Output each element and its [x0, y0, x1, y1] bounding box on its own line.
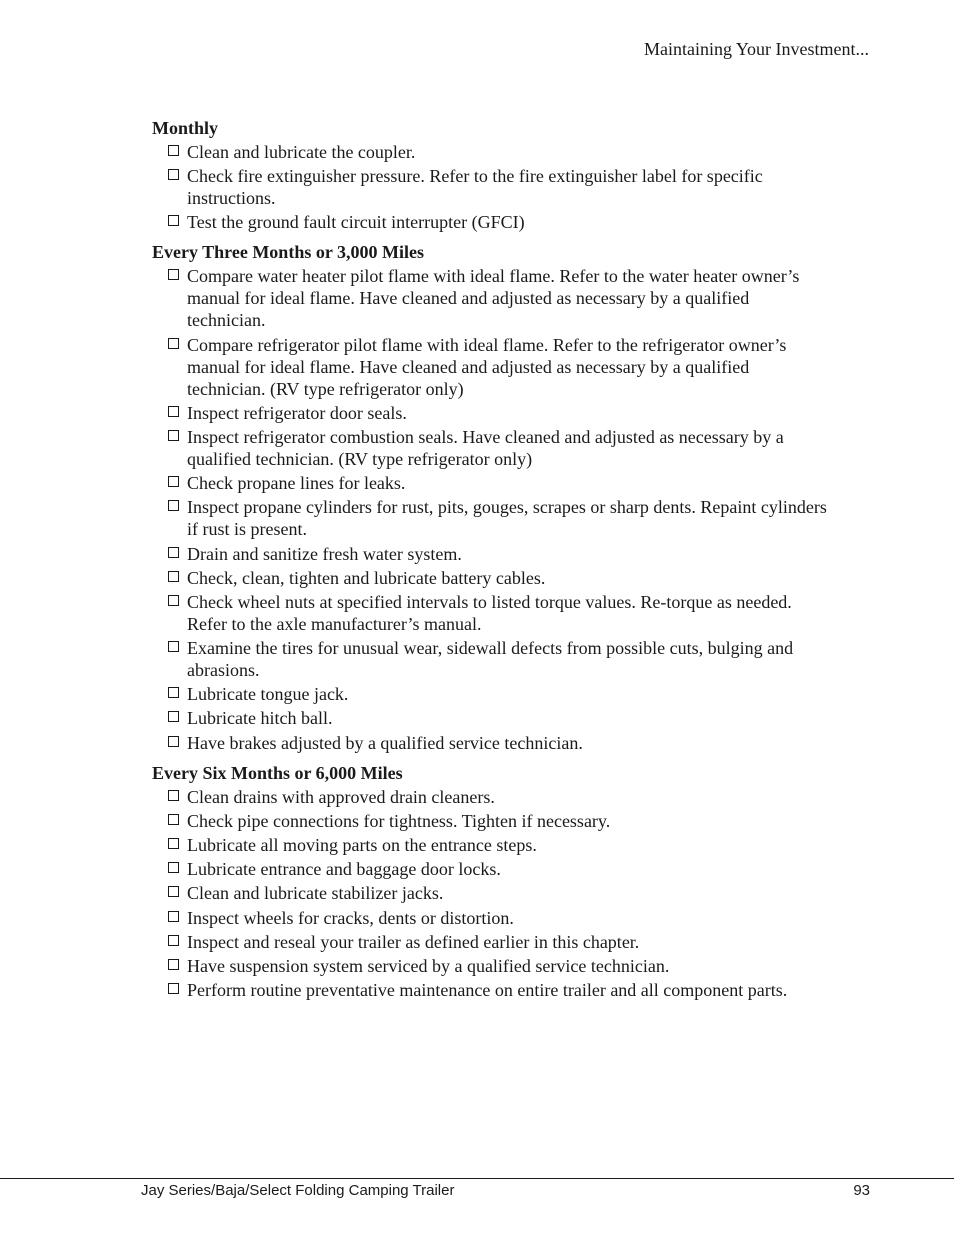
section-every-six-months	[152, 762, 832, 1002]
checklist-item-text: Lubricate entrance and baggage door locks.	[187, 859, 501, 880]
checkbox-icon	[168, 983, 179, 994]
checklist-item-text: Inspect wheels for cracks, dents or distortion.	[187, 907, 514, 928]
checklist-item-text: Inspect refrigerator door seals.	[187, 402, 407, 423]
checklist-item-text: Clean and lubricate the coupler.	[187, 142, 416, 162]
checklist-item	[152, 834, 832, 856]
footer-divider	[0, 1178, 954, 1179]
checklist-item	[152, 931, 832, 953]
footer-publication-title: Jay Series/Baja/Select Folding Camping Trailer	[141, 1182, 455, 1199]
checkbox-icon	[168, 500, 179, 511]
section-every-three-months	[152, 241, 832, 753]
checkbox-icon	[168, 862, 179, 873]
checklist-item-text: Drain and sanitize fresh water system.	[187, 543, 462, 564]
checklist-item	[152, 955, 832, 977]
checklist-item-text: Examine the tires for unusual wear, sidewall defects from possible cuts, bulging and abrasions.	[187, 638, 794, 681]
checkbox-icon	[168, 595, 179, 606]
checklist-item-text: Check propane lines for leaks.	[187, 473, 406, 494]
checklist-item-text: Have suspension system serviced by a qualified service technician.	[187, 955, 670, 976]
checklist-item	[152, 496, 832, 540]
checklist-item	[152, 683, 832, 705]
checklist-item-text: Check wheel nuts at specified intervals to listed torque values. Re-torque as needed. Refer to the axle manufacturer’s manual.	[187, 591, 792, 634]
checkbox-icon	[168, 814, 179, 825]
checkbox-icon	[168, 736, 179, 747]
checklist-item-text: Perform routine preventative maintenance on entire trailer and all component parts.	[187, 980, 788, 1001]
section-heading: Every Three Months or 3,000 Miles	[152, 242, 424, 263]
checklist-item-text: Have brakes adjusted by a qualified service technician.	[187, 732, 583, 753]
checklist-item-text: Compare refrigerator pilot flame with ideal flame. Refer to the refrigerator owner’s manual for ideal flame. Have cleaned and adjusted as necessary by a qualified technician. (RV type refrigerator only)	[187, 334, 787, 399]
checklist	[152, 786, 832, 1002]
checkbox-icon	[168, 571, 179, 582]
checklist-item	[152, 810, 832, 832]
checklist	[152, 265, 832, 753]
checkbox-icon	[168, 269, 179, 280]
checkbox-icon	[168, 886, 179, 897]
checkbox-icon	[168, 935, 179, 946]
checkbox-icon	[168, 911, 179, 922]
checkbox-icon	[168, 476, 179, 487]
checklist-item	[152, 732, 832, 754]
checklist-item	[152, 426, 832, 470]
checkbox-icon	[168, 790, 179, 801]
checklist-item-text: Clean and lubricate stabilizer jacks.	[187, 883, 444, 904]
checkbox-icon	[168, 641, 179, 652]
checklist-item-text: Clean drains with approved drain cleaners.	[187, 786, 495, 807]
checkbox-icon	[168, 838, 179, 849]
checklist-item	[152, 907, 832, 929]
checklist-item	[152, 882, 832, 904]
checklist-item	[152, 979, 832, 1001]
checklist-item-text: Lubricate all moving parts on the entrance steps.	[187, 835, 537, 855]
checklist-item	[152, 211, 832, 233]
checkbox-icon	[168, 959, 179, 970]
checklist-item-text: Check pipe connections for tightness. Tighten if necessary.	[187, 810, 611, 831]
section-heading: Every Six Months or 6,000 Miles	[152, 762, 403, 783]
checklist-item-text: Inspect refrigerator combustion seals. Have cleaned and adjusted as necessary by a qualified technician. (RV type refrigerator only)	[187, 426, 784, 469]
checklist-item	[152, 567, 832, 589]
running-header: Maintaining Your Investment...	[644, 39, 869, 59]
checklist-item-text: Inspect and reseal your trailer as defined earlier in this chapter.	[187, 931, 640, 952]
section-heading: Monthly	[152, 118, 219, 138]
checkbox-icon	[168, 406, 179, 417]
checklist-item-text: Check fire extinguisher pressure. Refer to the fire extinguisher label for specific instructions.	[187, 166, 763, 209]
checklist	[152, 141, 832, 233]
checklist-item	[152, 786, 832, 808]
checklist-item	[152, 543, 832, 565]
checklist-item-text: Compare water heater pilot flame with ideal flame. Refer to the water heater owner’s manual for ideal flame. Have cleaned and adjusted as necessary by a qualified technician.	[187, 266, 800, 331]
page-number: 93	[853, 1182, 870, 1199]
checklist-item-text: Check, clean, tighten and lubricate battery cables.	[187, 567, 546, 588]
checkbox-icon	[168, 215, 179, 226]
checklist-item	[152, 707, 832, 729]
checklist-item-text: Lubricate tongue jack.	[187, 684, 349, 705]
checklist-item	[152, 141, 832, 163]
checklist-item	[152, 265, 832, 331]
checklist-item-text: Lubricate hitch ball.	[187, 708, 333, 729]
maintenance-checklist	[152, 117, 832, 1009]
checkbox-icon	[168, 145, 179, 156]
checkbox-icon	[168, 547, 179, 558]
checklist-item	[152, 165, 832, 209]
checklist-item	[152, 637, 832, 681]
checkbox-icon	[168, 338, 179, 349]
checklist-item	[152, 591, 832, 635]
checkbox-icon	[168, 430, 179, 441]
checkbox-icon	[168, 687, 179, 698]
checkbox-icon	[168, 711, 179, 722]
checklist-item	[152, 858, 832, 880]
checklist-item	[152, 402, 832, 424]
checklist-item	[152, 334, 832, 400]
checklist-item-text: Inspect propane cylinders for rust, pits, gouges, scrapes or sharp dents. Repaint cylinders if rust is present.	[187, 497, 827, 540]
section-monthly	[152, 117, 832, 233]
checklist-item-text: Test the ground fault circuit interrupter (GFCI)	[187, 212, 525, 233]
checklist-item	[152, 472, 832, 494]
checkbox-icon	[168, 169, 179, 180]
